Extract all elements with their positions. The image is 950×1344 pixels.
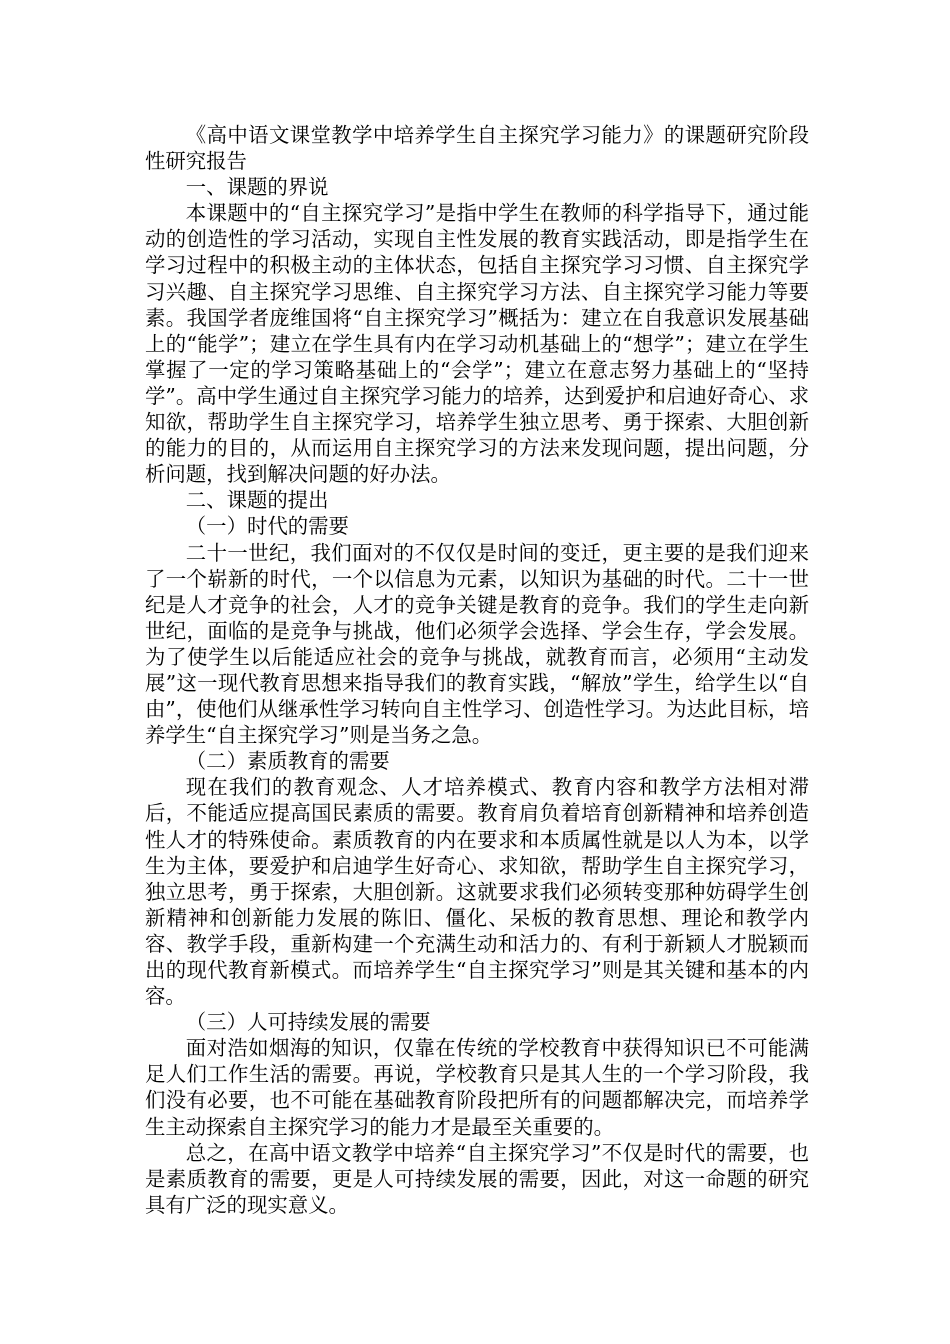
subsection-heading-sustainable-development: （三）人可持续发展的需要 xyxy=(185,1010,431,1035)
paragraph-quality-education: 现在我们的教育观念、人才培养模式、教育内容和教学方法相对滞后，不能适应提高国民素质的需要。教育肩负着培育创新精神和培养创造性人才的特殊使命。素质教育的内在要求和本质属性就是以人为本，以学生为主体，要爱护和启迪学生好奇心、求知欲，帮助学生自主探究学习，独立思考，勇于探索，大胆创新。这就要求我们必须转变那种妨碍学生创新精神和创新能力发展的陈旧、僵化、呆板的教育思想、理论和教学内容、教学手段，重新构建一个充满生动和活力的、有利于新颖人才脱颖而出的现代教育新模式。而培养学生“自主探究学习”则是其关键和基本的内容。 xyxy=(145,775,809,1009)
document-title: 《高中语文课堂教学中培养学生自主探究学习能力》的课题研究阶段性研究报告 xyxy=(145,123,809,174)
paragraph-definition: 本课题中的“自主探究学习”是指中学生在教师的科学指导下，通过能动的创造性的学习活动，实现自主性发展的教育实践活动，即是指学生在学习过程中的积极主动的主体状态，包括自主探究学习习惯、自主探究学习兴趣、自主探究学习思维、自主探究学习方法、自主探究学习能力等要素。我国学者庞维国将“自主探究学习”概括为：建立在自我意识发展基础上的“能学”；建立在学生具有内在学习动机基础上的“想学”；建立在学生掌握了一定的学习策略基础上的“会学”；建立在意志努力基础上的“坚持学”。高中学生通过自主探究学习能力的培养，达到爱护和启迪好奇心、求知欲，帮助学生自主探究学习，培养学生独立思考、勇于探索、大胆创新的能力的目的，从而运用自主探究学习的方法来发现问题，提出问题，分析问题，找到解决问题的好办法。 xyxy=(145,201,809,487)
paragraph-sustainable-development: 面对浩如烟海的知识，仅靠在传统的学校教育中获得知识已不可能满足人们工作生活的需要。再说，学校教育只是其人生的一个学习阶段，我们没有必要，也不可能在基础教育阶段把所有的问题都解决完，而培养学生主动探索自主探究学习的能力才是最至关重要的。 xyxy=(145,1036,809,1139)
paragraph-conclusion: 总之，在高中语文教学中培养“自主探究学习”不仅是时代的需要，也是素质教育的需要，更是人可持续发展的需要，因此，对这一命题的研究具有广泛的现实意义。 xyxy=(145,1140,809,1217)
section-heading-definition: 一、课题的界说 xyxy=(185,175,329,200)
section-heading-proposal: 二、课题的提出 xyxy=(185,488,329,513)
subsection-heading-quality-education: （二）素质教育的需要 xyxy=(185,749,390,774)
paragraph-era: 二十一世纪，我们面对的不仅仅是时间的变迁，更主要的是我们迎来了一个崭新的时代，一个以信息为元素，以知识为基础的时代。二十一世纪是人才竞争的社会，人才的竞争关键是教育的竞争。我们的学生走向新世纪，面临的是竞争与挑战，他们必须学会选择、学会生存，学会发展。为了使学生以后能适应社会的竞争与挑战，就教育而言，必须用“主动发展”这一现代教育思想来指导我们的教育实践，“解放”学生，给学生以“自由”，使他们从继承性学习转向自主性学习、创造性学习。为达此目标，培养学生“自主探究学习”则是当务之急。 xyxy=(145,540,809,748)
document-body xyxy=(145,122,809,1218)
subsection-heading-era: （一）时代的需要 xyxy=(185,514,349,539)
